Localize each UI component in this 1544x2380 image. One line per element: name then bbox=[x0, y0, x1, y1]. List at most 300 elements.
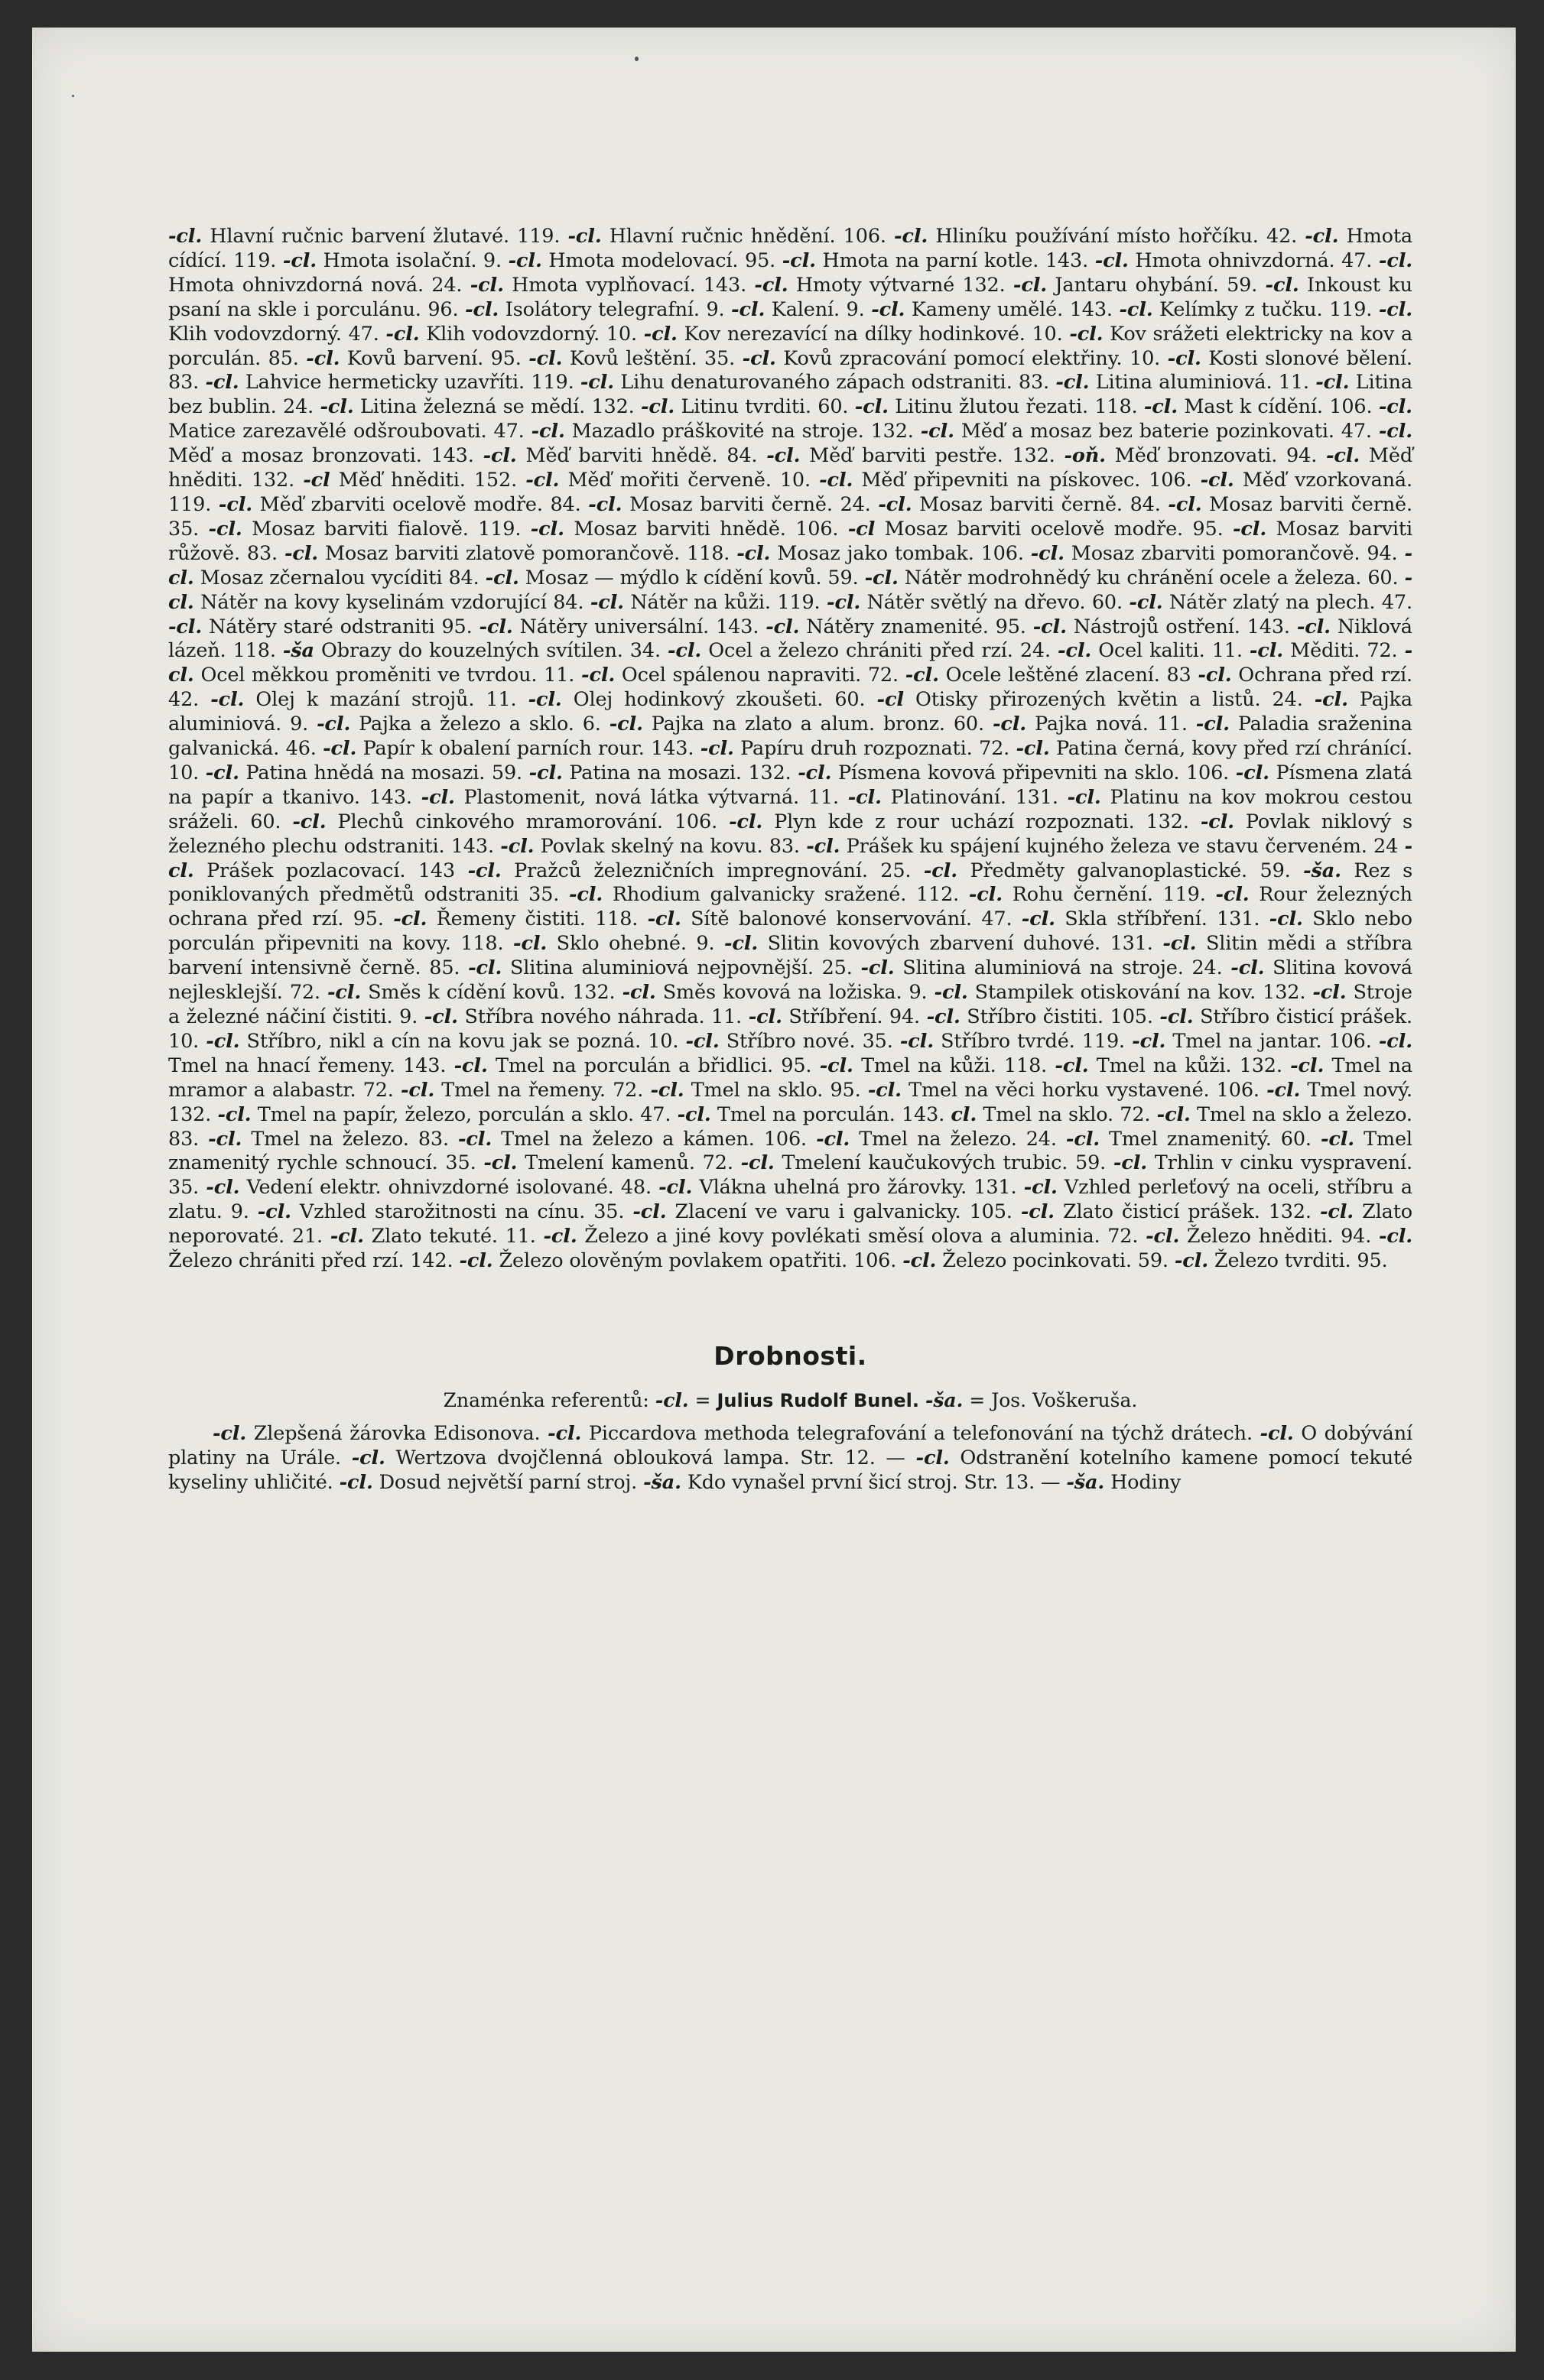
page-number: 72. bbox=[1120, 1102, 1151, 1126]
referent-code: -oň. bbox=[1064, 444, 1106, 468]
index-entry bbox=[303, 469, 517, 492]
referent-code: -cl. bbox=[317, 713, 351, 736]
index-entry bbox=[736, 542, 1024, 565]
page-number: 132. bbox=[1012, 444, 1055, 468]
legend-code: -cl. bbox=[655, 1388, 689, 1411]
page-number: 112. bbox=[915, 883, 960, 907]
page-number: 47. bbox=[981, 908, 1013, 931]
referent-code: -cl bbox=[876, 688, 904, 712]
index-entry bbox=[206, 761, 522, 784]
referent-code: -cl. bbox=[1266, 1078, 1301, 1102]
page-number: 85. bbox=[268, 346, 299, 370]
page-number: 6. bbox=[582, 713, 601, 736]
referent-code: -cl. bbox=[754, 273, 788, 297]
entry-title: Kovů barvení. bbox=[346, 346, 484, 370]
page-number: 132. bbox=[1146, 810, 1189, 833]
referent-code: -cl. bbox=[393, 908, 427, 931]
page-number: 11. bbox=[544, 664, 575, 687]
page-number: 11. bbox=[711, 1005, 743, 1028]
index-entry bbox=[401, 1079, 643, 1102]
index-entry bbox=[531, 518, 839, 541]
scan-speck bbox=[72, 95, 74, 97]
page-number: 35. bbox=[445, 1151, 476, 1175]
referent-code: -cl. bbox=[1260, 1421, 1294, 1445]
index-entry bbox=[819, 469, 1191, 492]
scanned-page bbox=[32, 28, 1516, 2352]
entry-title: Měditi. bbox=[1290, 639, 1360, 663]
entry-title: Tmel na hnací řemeny. bbox=[168, 1054, 395, 1077]
index-entry bbox=[531, 420, 914, 443]
referent-code: -cl. bbox=[528, 688, 562, 712]
entry-title: Matice zarezavělé odšroubovati. bbox=[168, 420, 487, 443]
entry-title: Pajka aluminiová. bbox=[168, 688, 1412, 736]
page-number: 72. bbox=[867, 664, 899, 687]
referent-code: -cl. bbox=[729, 810, 763, 833]
referent-code: -cl. bbox=[217, 1102, 252, 1126]
index-entry bbox=[855, 395, 1138, 418]
referent-code: -cl. bbox=[1232, 517, 1267, 541]
entry-title: Stříbro čistiti. bbox=[967, 1005, 1104, 1028]
page-number: 105. bbox=[969, 1200, 1013, 1224]
index-entry bbox=[1013, 274, 1257, 297]
entry-title: Měď hněditi. bbox=[338, 469, 466, 492]
page-number: 10. bbox=[648, 1029, 679, 1053]
referent-code: -cl. bbox=[864, 566, 899, 589]
index-entry bbox=[465, 298, 724, 321]
referent-code: -cl. bbox=[508, 248, 542, 272]
entry-title: Písmena kovová připevniti na sklo. bbox=[837, 761, 1180, 784]
page-number: 119. bbox=[1162, 883, 1206, 907]
index-entry bbox=[1022, 908, 1260, 930]
entry-title: Mosaz jako tombak. bbox=[777, 541, 974, 565]
entry-title: Niklová lázeň. bbox=[168, 615, 1412, 663]
entry-title: Klih vodovzdorný. bbox=[426, 322, 600, 346]
entry-title: Nátěr světlý na dřevo. bbox=[866, 590, 1086, 614]
entry-title: Trhlin v cinku vyspravení. bbox=[1154, 1151, 1412, 1175]
entry-title: Tmel na kůži. bbox=[1096, 1054, 1232, 1077]
page-number: 35. bbox=[168, 517, 200, 541]
entry-title: Měď barviti hnědě. bbox=[525, 444, 718, 468]
entry-title: Mosaz barviti ocelově modře. bbox=[884, 517, 1183, 541]
page-number: 143. bbox=[1069, 297, 1113, 321]
entry-title: Směs kovová na ložiska. bbox=[662, 981, 902, 1005]
reference-title: Odstranění kotelního kamene pomocí tekuté kyseliny uhličité. bbox=[168, 1446, 1412, 1494]
page-number: 143. bbox=[403, 1054, 447, 1077]
legend-prefix: Znaménka referentů: bbox=[443, 1388, 649, 1411]
referent-code: -cl. bbox=[622, 981, 656, 1005]
entry-title: Vzhled perleťový na oceli, stříbru a zlatu. bbox=[168, 1176, 1412, 1224]
index-entry bbox=[283, 639, 661, 662]
page-number: 143. bbox=[450, 834, 494, 858]
page-number: 46. bbox=[285, 737, 317, 761]
referent-code: -cl. bbox=[1269, 908, 1303, 931]
entry-title: Prášek ku spájení kujného železa ve stavu červeném. bbox=[846, 834, 1367, 858]
page-number: 95. bbox=[441, 615, 473, 638]
reference-entry bbox=[1066, 1471, 1181, 1494]
entry-title: Písmena zlatá na papír a tkanivo. bbox=[168, 761, 1412, 809]
entry-title: Ocel a železo chrániti před rzí. bbox=[708, 639, 1013, 663]
reference-title: O dobývání platiny na Urále. bbox=[168, 1421, 1413, 1469]
entry-title: Povlak niklový s železného plechu odstraniti. bbox=[168, 810, 1412, 858]
referent-code: -cl. bbox=[650, 1078, 684, 1102]
referent-code: -cl. bbox=[740, 1151, 775, 1175]
page-number: 118. bbox=[1003, 1054, 1048, 1077]
index-entry bbox=[749, 1005, 920, 1028]
entry-title: Stříbření. bbox=[788, 1005, 883, 1028]
entry-title: Tmel na řemeny. bbox=[441, 1078, 606, 1102]
entry-title: Hmoty výtvarné bbox=[795, 273, 955, 297]
page-number: 106. bbox=[1149, 469, 1192, 492]
referent-code: -cl. bbox=[736, 541, 771, 565]
index-entry bbox=[1064, 444, 1317, 467]
page-number: 47. bbox=[1341, 248, 1373, 272]
referent-code: -cl. bbox=[1094, 248, 1129, 272]
page-number: 119. bbox=[168, 492, 212, 516]
page-number: 47. bbox=[640, 1102, 671, 1126]
entry-title: Zlato čisticí prášek. bbox=[1062, 1200, 1260, 1224]
page-number: 47. bbox=[1341, 420, 1372, 443]
page-number: 143. bbox=[703, 273, 747, 297]
entry-title: Měď a mosaz bez baterie pozinkovati. bbox=[961, 420, 1334, 443]
entry-title: Jantaru ohybání. bbox=[1055, 273, 1219, 297]
index-entry bbox=[468, 859, 912, 882]
referent-code: -cl. bbox=[1055, 1054, 1089, 1077]
page-number: 35. bbox=[593, 1200, 625, 1224]
referent-code: -cl. bbox=[1119, 297, 1153, 321]
referent-code: -cl. bbox=[588, 492, 622, 516]
page-number: 132. bbox=[1268, 1200, 1312, 1224]
referent-code: -cl. bbox=[766, 444, 801, 468]
page-number: 152. bbox=[473, 469, 518, 492]
index-entry bbox=[622, 981, 928, 1004]
entry-title: Paladia sraženina galvanická. bbox=[168, 713, 1412, 761]
page-number: 24. bbox=[1019, 639, 1051, 663]
legend-item bbox=[925, 1389, 1137, 1411]
referent-code: -cl. bbox=[685, 1029, 720, 1053]
index-entry bbox=[588, 493, 870, 516]
index-entry bbox=[509, 249, 776, 272]
reference-entry bbox=[340, 1471, 638, 1494]
index-entry bbox=[292, 810, 717, 833]
referent-code: -cl. bbox=[168, 566, 1412, 614]
referent-code: -cl. bbox=[1378, 1225, 1413, 1248]
entry-title: Rohu černění. bbox=[1012, 883, 1153, 907]
entry-title: Rhodium galvanicky sražené. bbox=[612, 883, 907, 907]
referent-code: -cl. bbox=[168, 541, 1412, 589]
referent-code: -cl. bbox=[1021, 908, 1055, 931]
referent-code: -cl. bbox=[1156, 1102, 1191, 1126]
page-number: 25. bbox=[821, 956, 853, 980]
referent-code: -cl. bbox=[798, 761, 832, 784]
page-number: 10. bbox=[168, 761, 200, 784]
referent-code: -cl. bbox=[1113, 1151, 1147, 1175]
referent-code: -cl. bbox=[468, 956, 502, 980]
referent-code: -cl. bbox=[330, 1225, 364, 1248]
entry-title: Tmel na sklo. bbox=[691, 1078, 824, 1102]
entry-title: Kov srážeti elektricky na kov a porculán. bbox=[168, 322, 1413, 370]
entry-title: Isolátory telegrafní. bbox=[505, 297, 700, 321]
page-number: 84. bbox=[448, 566, 479, 589]
referent-code: -cl. bbox=[700, 737, 734, 761]
index-entry bbox=[754, 274, 1005, 297]
page-number: 131. bbox=[974, 1176, 1017, 1200]
entry-title: Zlato neporovaté. bbox=[168, 1200, 1412, 1248]
page-number: 60. bbox=[818, 395, 849, 419]
page-number: 11. bbox=[1156, 713, 1188, 736]
page-number: 72. bbox=[362, 1078, 394, 1102]
page-number: 85. bbox=[429, 956, 460, 980]
page-number: 106. bbox=[980, 541, 1024, 565]
referent-code: -cl. bbox=[902, 1249, 937, 1273]
entry-title: Kov nerezavící na dílky hodinkové. bbox=[684, 322, 1026, 346]
page-number: 118. bbox=[687, 541, 730, 565]
referent-code: -cl. bbox=[1174, 1249, 1208, 1273]
page-number: 24. bbox=[1272, 688, 1303, 712]
referent-code: -cl. bbox=[1320, 1127, 1355, 1151]
referent-code: -ša. bbox=[1066, 1470, 1105, 1494]
entry-title: Nátěr zlatý na plech. bbox=[1169, 590, 1376, 614]
index-entry bbox=[766, 444, 1055, 467]
referent-code: -cl. bbox=[531, 420, 565, 443]
entry-title: Mosaz — mýdlo k cídění kovů. bbox=[525, 566, 822, 589]
entry-title: Litina aluminiová. bbox=[1095, 371, 1273, 395]
page-number: 24. bbox=[283, 395, 314, 419]
referent-code: -cl. bbox=[1195, 713, 1230, 736]
index-entry bbox=[848, 786, 1058, 809]
page-number: 106. bbox=[1329, 395, 1373, 419]
referent-code: -cl. bbox=[581, 664, 616, 687]
referent-code: -cl. bbox=[339, 1470, 373, 1494]
referent-code: -cl. bbox=[168, 834, 1412, 882]
entry-title: Olej hodinkový zkoušeti. bbox=[573, 688, 824, 712]
page-number: 119. bbox=[233, 248, 277, 272]
referent-code: -cl. bbox=[1030, 541, 1065, 565]
index-entry bbox=[1146, 1225, 1371, 1248]
page-number: 143. bbox=[651, 737, 694, 761]
entry-title: Hliníku používání místo hořčíku. bbox=[935, 225, 1259, 248]
entry-title: Pajka na zlato a alum. bronz. bbox=[651, 713, 945, 736]
referent-code: -cl. bbox=[485, 566, 519, 589]
index-entry bbox=[820, 1054, 1047, 1077]
index-entry bbox=[569, 883, 959, 906]
referent-code: -ša bbox=[282, 639, 314, 663]
entry-title: Slitina kovová nejlesklejší. bbox=[168, 956, 1412, 1005]
index-entry bbox=[724, 932, 1153, 955]
page-number: 132. bbox=[168, 1102, 212, 1126]
entry-title: Olej k mazání strojů. bbox=[255, 688, 475, 712]
page-number: 72. bbox=[1107, 1225, 1139, 1248]
referent-code: -cl. bbox=[816, 1127, 850, 1151]
reference-title: Dosud největší parní stroj. bbox=[379, 1470, 638, 1494]
referent-code: -cl. bbox=[590, 590, 624, 614]
index-entry bbox=[217, 1103, 671, 1126]
entry-title: Prášek pozlacovací. bbox=[206, 859, 406, 882]
entry-title: Rez s poniklovaných předmětů odstraniti bbox=[168, 859, 1413, 907]
index-entry bbox=[393, 908, 638, 930]
page-number: 131. bbox=[1217, 908, 1260, 931]
page-number: 142. bbox=[410, 1249, 453, 1273]
index-entry bbox=[458, 1128, 807, 1151]
referent-code: -cl. bbox=[668, 639, 702, 663]
section-title: Drobnosti. bbox=[713, 1340, 867, 1371]
page-number: 48. bbox=[620, 1176, 652, 1200]
referent-code: -cl. bbox=[742, 346, 776, 370]
page-number: 60. bbox=[953, 713, 984, 736]
entry-title: Tmel znamenitý. bbox=[1109, 1127, 1272, 1151]
entry-title: Ocele leštěné zlacení. bbox=[945, 664, 1160, 687]
referent-code: cl. bbox=[951, 1102, 977, 1126]
referent-code: -cl. bbox=[915, 1446, 950, 1469]
page-number: 106. bbox=[843, 225, 886, 248]
page-number: 106. bbox=[1216, 1078, 1260, 1102]
index-entry bbox=[648, 908, 1013, 930]
entry-title: Hmota vyplňovací. bbox=[512, 273, 696, 297]
page-number: 59. bbox=[1137, 1249, 1169, 1273]
entry-title: Plyn kde z rour uchází rozpoznati. bbox=[774, 810, 1135, 833]
index-entry bbox=[871, 298, 1113, 321]
index-entry bbox=[644, 323, 1063, 346]
entry-title: Tmel na kůži. bbox=[861, 1054, 996, 1077]
page-number: 10. bbox=[1032, 322, 1063, 346]
entry-title: Litinu žlutou řezati. bbox=[895, 395, 1088, 419]
page-number: 11. bbox=[486, 688, 517, 712]
referent-code: -cl. bbox=[920, 420, 954, 443]
page-number: 132. bbox=[591, 395, 635, 419]
index-entry bbox=[468, 956, 853, 979]
referent-code: -ša. bbox=[643, 1470, 681, 1494]
referent-code: -cl. bbox=[923, 859, 957, 882]
index-entry bbox=[206, 1176, 652, 1199]
entry-title: Tmel na jantar. bbox=[1172, 1029, 1322, 1053]
referent-code: -cl. bbox=[1315, 371, 1350, 395]
index-entry bbox=[700, 737, 1009, 760]
referent-code: -cl. bbox=[528, 761, 563, 784]
entry-title: Pajka a železo a sklo. bbox=[359, 713, 574, 736]
index-entry bbox=[743, 347, 1160, 370]
entry-title: Platinu na kov mokrou cestou sráželi. bbox=[168, 785, 1413, 833]
page-number: 143. bbox=[1247, 615, 1290, 638]
referent-code: -cl. bbox=[567, 225, 602, 248]
entry-title: Mosaz barviti fialově. bbox=[252, 517, 469, 541]
reference-title: Wertzova dvojčlenná oblouková lampa. Str. 12. — bbox=[395, 1446, 905, 1469]
page-number: 83. bbox=[418, 1127, 449, 1151]
page-number: 24. bbox=[431, 273, 463, 297]
referent-code: -cl. bbox=[871, 297, 905, 321]
page-number: 95. bbox=[830, 1078, 861, 1102]
referent-code: -cl. bbox=[385, 322, 420, 346]
index-entry bbox=[806, 835, 1398, 858]
index-entry bbox=[330, 1225, 536, 1248]
referent-code: -cl. bbox=[1378, 1029, 1412, 1053]
page-number: 9. bbox=[706, 297, 725, 321]
referent-code: -cl. bbox=[1198, 664, 1232, 687]
entry-title: Měď hněditi. bbox=[168, 444, 1412, 492]
entry-title: Měď barviti pestře. bbox=[809, 444, 1003, 468]
page-number: 72. bbox=[613, 1078, 644, 1102]
page-number: 59. bbox=[491, 761, 522, 784]
entry-title: Pajka nová. bbox=[1034, 713, 1149, 736]
index-entry bbox=[1031, 542, 1398, 565]
entry-title: Kalení. bbox=[771, 297, 840, 321]
index-entry bbox=[513, 932, 714, 955]
page-number: 24. bbox=[1026, 1127, 1057, 1151]
referent-code: -cl. bbox=[748, 1005, 782, 1028]
referent-code: -cl. bbox=[1168, 492, 1202, 516]
entry-title: Sklo nebo porculán připevniti na kovy. bbox=[168, 908, 1412, 956]
page-number: 72. bbox=[702, 1151, 733, 1175]
index-entry bbox=[424, 1005, 742, 1028]
referent-code: -cl. bbox=[992, 713, 1027, 736]
index-entry bbox=[283, 249, 502, 272]
entry-title: Patina hnědá na mosazi. bbox=[245, 761, 486, 784]
referent-code: -cl. bbox=[351, 1446, 385, 1469]
referent-code: -cl. bbox=[647, 908, 681, 931]
index-entry bbox=[206, 1030, 678, 1053]
page-number: 95. bbox=[1357, 1249, 1388, 1273]
page-number: 72. bbox=[979, 737, 1010, 761]
referent-code: -cl. bbox=[677, 1102, 711, 1126]
entry-title: Železo chrániti před rzí. bbox=[168, 1249, 405, 1273]
page-number: 132. bbox=[962, 273, 1006, 297]
referent-code: -cl. bbox=[1162, 932, 1197, 956]
referent-code: -cl. bbox=[459, 1249, 493, 1273]
page-number: 94. bbox=[1367, 541, 1398, 565]
page-number: 118. bbox=[595, 908, 639, 931]
page-number: 21. bbox=[291, 1225, 323, 1248]
entry-title: Ochrana před rzí. bbox=[1238, 664, 1413, 687]
page-number: 35. bbox=[704, 346, 736, 370]
referent-code: -cl. bbox=[926, 1005, 961, 1028]
page-number: 60. bbox=[1091, 590, 1123, 614]
index-entry bbox=[1132, 1030, 1372, 1053]
referent-code: -cl. bbox=[483, 1151, 518, 1175]
page-number: 42. bbox=[1266, 225, 1298, 248]
page-number: 60. bbox=[1367, 566, 1399, 589]
page-content bbox=[168, 225, 1412, 1495]
legend-name: Jos. Voškeruša. bbox=[991, 1388, 1138, 1411]
entry-title: Ocel spálenou napraviti. bbox=[621, 664, 862, 687]
entry-title: Stříbra nového náhrada. bbox=[464, 1005, 705, 1028]
referent-code: -cl. bbox=[1290, 1054, 1325, 1077]
index-entry bbox=[632, 1200, 1012, 1223]
entry-title: Kosti slonové bělení. bbox=[1208, 346, 1412, 370]
entry-title: Tmel nový. bbox=[1307, 1078, 1413, 1102]
entry-title: Mosaz zčernalou vycíditi bbox=[200, 566, 443, 589]
reference-entry bbox=[548, 1422, 1253, 1445]
page-number: 106. bbox=[674, 810, 718, 833]
index-entry bbox=[483, 1151, 733, 1174]
page-number: 132. bbox=[251, 469, 295, 492]
referent-code: -cl bbox=[303, 469, 330, 492]
reference-entry bbox=[352, 1447, 905, 1469]
page-number: 106. bbox=[853, 1249, 897, 1273]
referent-code: -cl. bbox=[168, 615, 203, 638]
entry-title: Litinu tvrditi. bbox=[681, 395, 811, 419]
referent-code: -cl. bbox=[208, 1127, 242, 1151]
page-number: 24. bbox=[840, 492, 871, 516]
referent-code: -cl. bbox=[168, 639, 1413, 687]
referent-code: -cl. bbox=[819, 1054, 853, 1077]
referent-code: -cl. bbox=[465, 297, 499, 321]
reference-entry bbox=[643, 1471, 1060, 1494]
index-entry bbox=[327, 981, 616, 1004]
page-number: 9. bbox=[696, 932, 715, 956]
index-entry bbox=[609, 713, 984, 735]
page-number: 143. bbox=[901, 1102, 945, 1126]
entry-title: Hmota isolační. bbox=[323, 248, 477, 272]
page-number: 94. bbox=[1341, 1225, 1372, 1248]
page-number: 132. bbox=[572, 981, 616, 1005]
